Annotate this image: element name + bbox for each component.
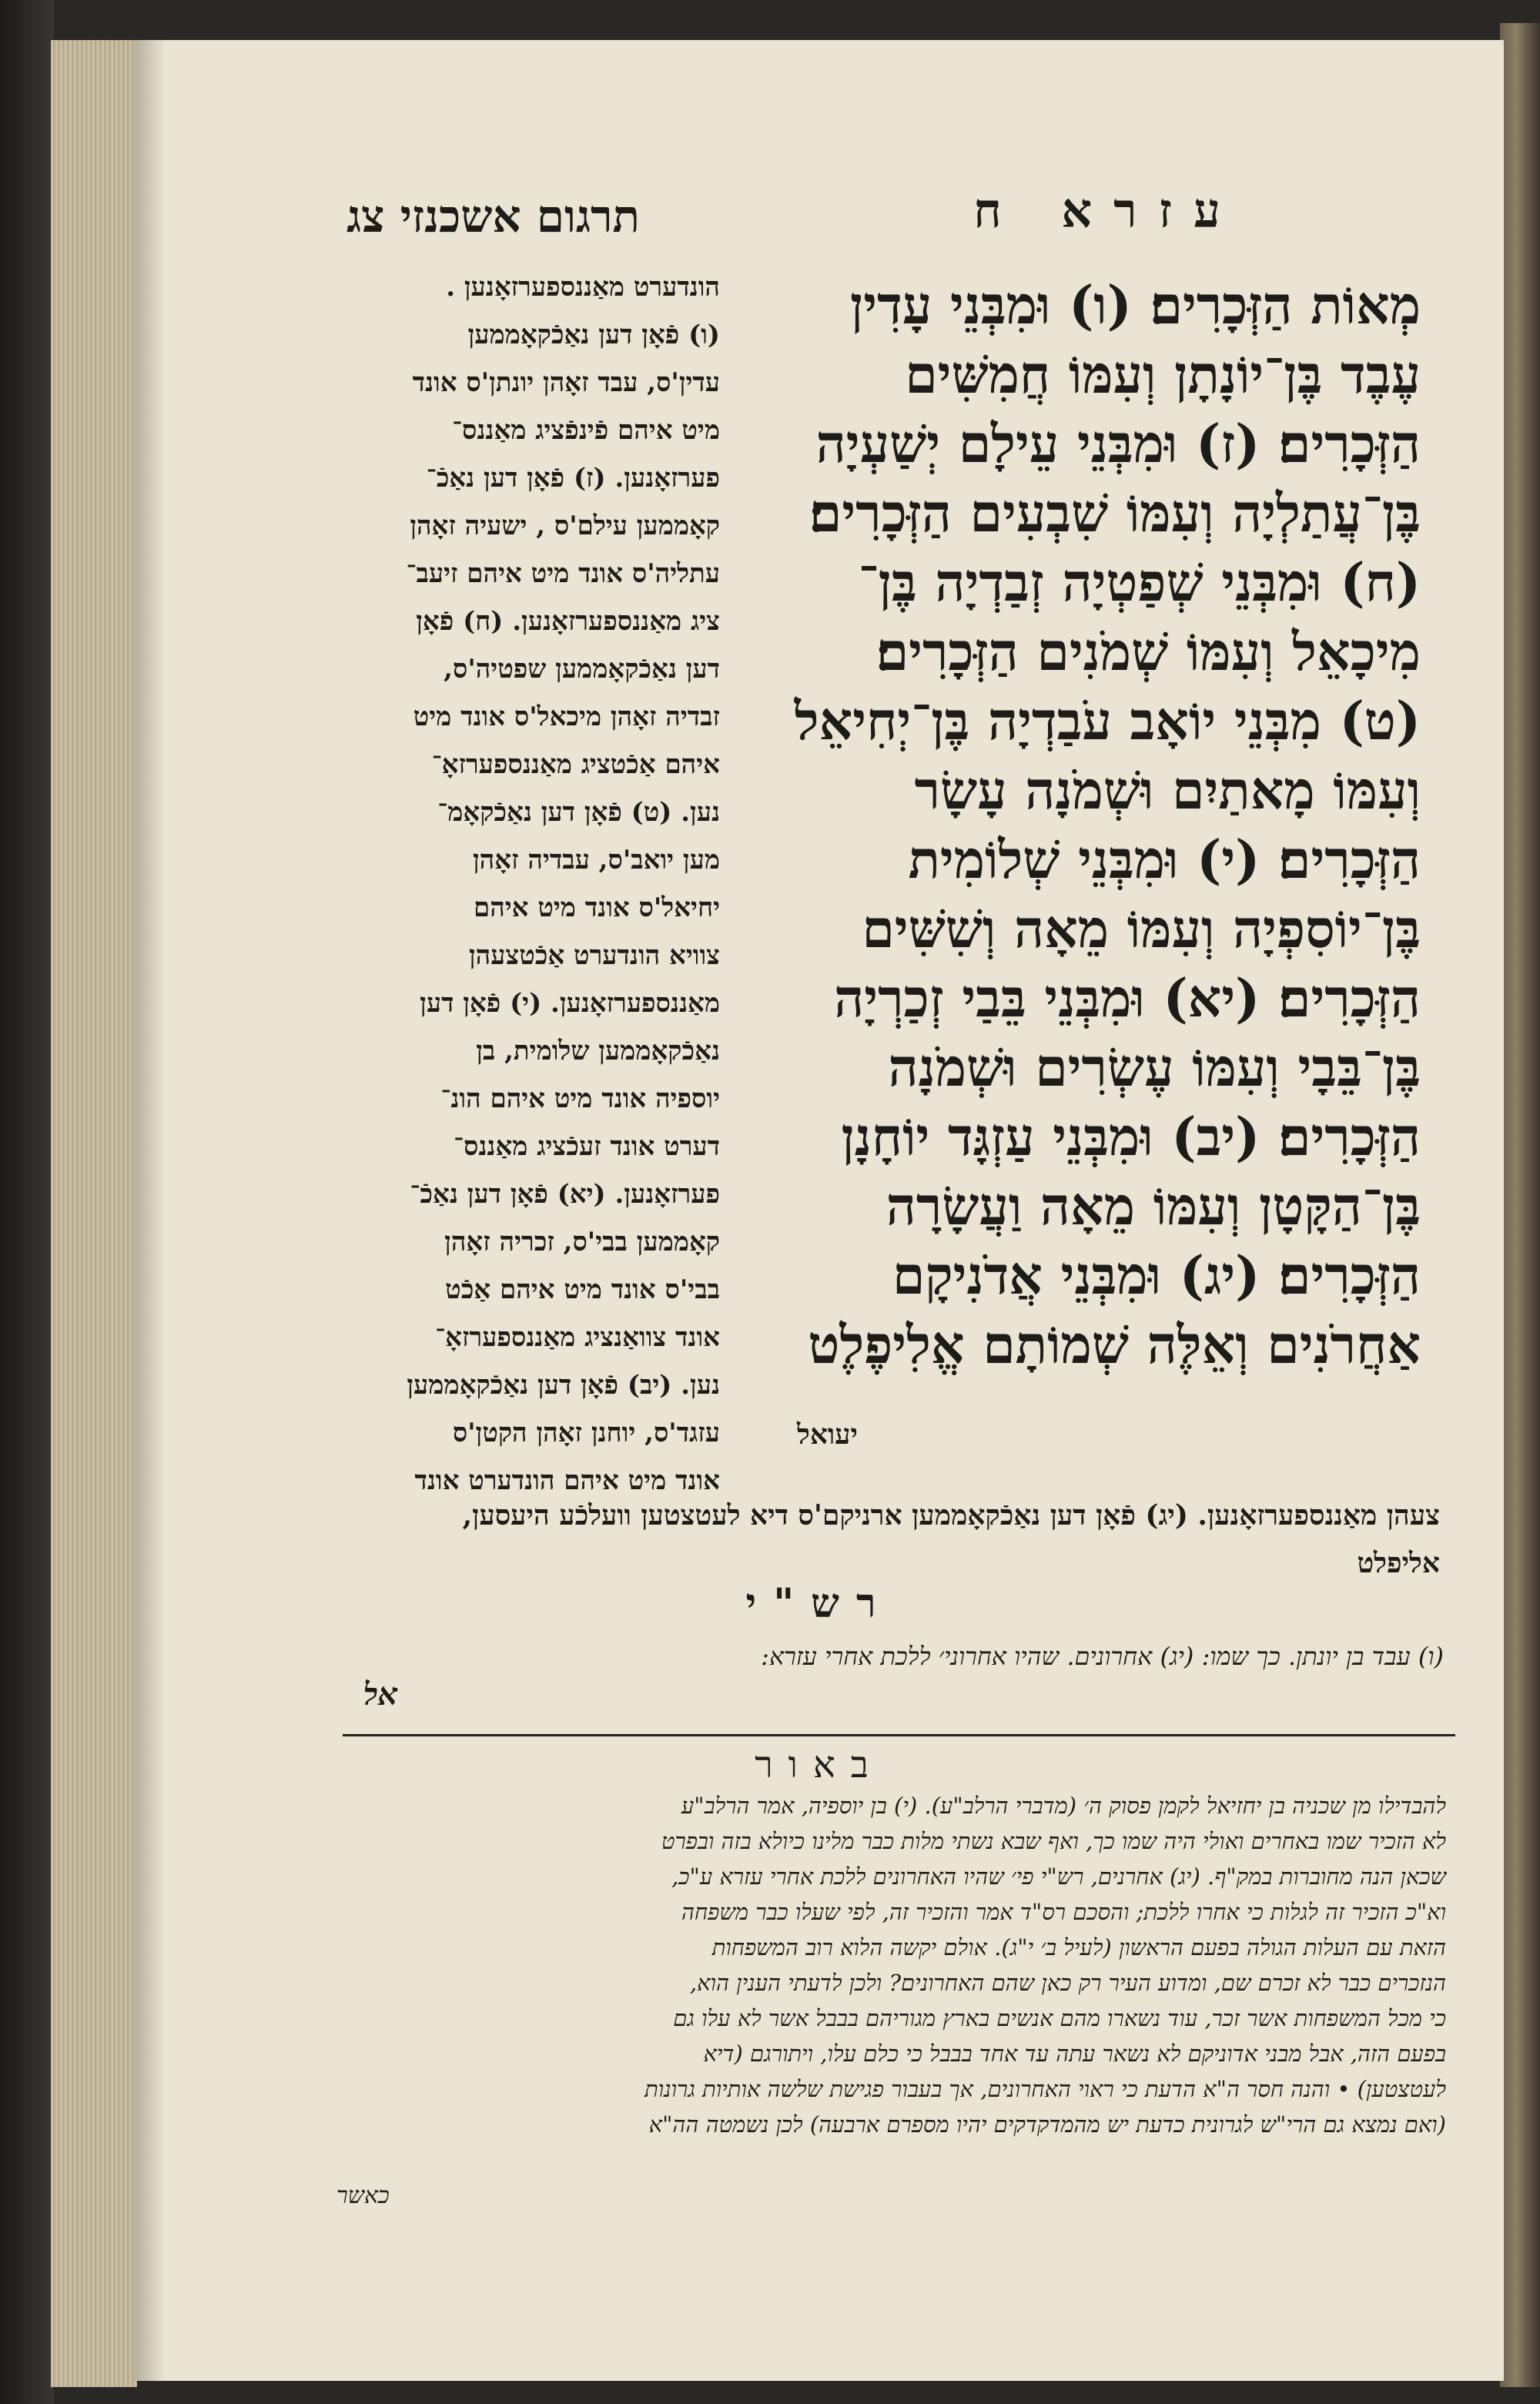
main-line: (ט) מִבְּנֵי יוֹאָב עֹבַדְיָה בֶּן־יְחִיאֵל bbox=[794, 691, 1421, 752]
translation-line: צעהן מאַננספערזאָנען. (יג) פֿאָן דען נאַכֿקאָממען ארניקם'ס דיא לעטצטען וועלכֿע היעסען, bbox=[462, 1499, 1440, 1532]
translation-line: איהם אַכֿטציג מאַננספערזאָ־ bbox=[431, 749, 720, 780]
rashi-line: (ו) עבד בן יונתן. כך שמו: (יג) אחרונים. שהיו אחרוני׳ ללכת אחרי עזרא: bbox=[761, 1642, 1444, 1671]
main-line: הַזְּכָרִים׃ (י) וּמִבְּנֵי שְׁלוֹמִית bbox=[908, 829, 1421, 891]
main-line: הַזְּכָרִים׃ (ז) וּמִבְּנֵי עֵילָם יְשַׁעְיָה bbox=[815, 414, 1421, 475]
translation-line: מאַננספערזאָנען. (י) פֿאָן דען bbox=[420, 988, 720, 1019]
book-cover-edge bbox=[1500, 23, 1540, 2387]
header-translation-title: תרגום אשכנזי צג bbox=[346, 190, 640, 243]
translation-continuation bbox=[331, 1492, 1440, 1587]
main-line: בֶּן־בֵּבָי וְעִמּוֹ עֶשְׂרִים וּשְׁמֹנָה bbox=[888, 1037, 1421, 1099]
translation-line: יוספיה אונד מיט איהם הונ־ bbox=[440, 1083, 720, 1114]
beur-catchword: כאשר bbox=[336, 2182, 390, 2209]
main-line: וְעִמּוֹ מָאתַיִם וּשְׁמֹנָה עָשָׂר bbox=[914, 760, 1421, 822]
beur-line: וא"כ הזכיר זה לגלות כי אחרו ללכת; והסכם רס"ד אמר והזכיר זה, לפי שעלו כבר משפחה bbox=[681, 1899, 1446, 1925]
beur-line: לעטצטען) • והנה חסר ה"א הדעת כי ראוי האחרונים, אך בעבור פגישת שלשה אותיות גרונות bbox=[644, 2076, 1446, 2102]
translation-line: פערזאָנען. (ז) פֿאָן דען נאַכֿ־ bbox=[426, 463, 720, 494]
translation-line: מען יואב'ס, עבדיה זאָהן bbox=[473, 845, 720, 876]
beur-line: (ואם נמצא גם הרי"ש לגרונית כדעת יש מהמדקדקים יהיו מספרם ארבעה) לכן נשמטה הה"א bbox=[648, 2111, 1446, 2138]
rashi-heading: רש"י bbox=[745, 1580, 893, 1627]
beur-line: להבדילו מן שכניה בן יחזיאל לקמן פסוק ה׳ (מדברי הרלב"ע). (י) בן יוספיה, אמר הרלב"ע bbox=[681, 1793, 1446, 1819]
translation-line: יחיאל'ס אונד מיט איהם bbox=[473, 892, 720, 923]
gutter-shadow bbox=[135, 40, 166, 2381]
translation-line: הונדערט מאַננספערזאָנען . bbox=[446, 272, 720, 303]
beur-line: הנזכרים כבר לא זכרם שם, ומדוע העיר רק כאן שהם האחרונים? ולכן לדעתי הענין הוא, bbox=[689, 1970, 1446, 1996]
main-line: בֶּן־עֲתַלְיָה וְעִמּוֹ שִׁבְעִים הַזְּכָרִים׃ bbox=[808, 483, 1421, 544]
translation-line: נען. (יב) פֿאָן דען נאַכֿקאָממען bbox=[407, 1370, 720, 1401]
book-page bbox=[135, 40, 1504, 2381]
beur-line: שכאן הנה מחוברות במק"ף. (יג) אחרנים, רש"י פי׳ שהיו האחרונים ללכת אחרי עזרא ע"כ, bbox=[671, 1863, 1446, 1890]
main-line: הַזְּכָרִים׃ (יג) וּמִבְּנֵי אֲדֹנִיקָם bbox=[892, 1245, 1421, 1307]
translation-line: מיט איהם פֿינפֿציג מאַננס־ bbox=[451, 415, 720, 446]
translation-line: אונד צוואַנציג מאַננספערזאָ־ bbox=[435, 1322, 720, 1353]
translation-column bbox=[343, 263, 720, 1505]
book-spine bbox=[0, 0, 54, 2404]
translation-line: קאָממען בבי'ס, זכריה זאָהן bbox=[444, 1227, 720, 1257]
main-line: (ח) וּמִבְּנֵי שְׁפַטְיָה זְבַדְיָה בֶּן־ bbox=[858, 552, 1421, 614]
translation-line: נאַכֿקאָממען שלומית, בן bbox=[476, 1036, 720, 1066]
main-line: עֶבֶד בֶּן־יוֹנָתָן וְעִמּוֹ חֲמִשִּׁים bbox=[905, 344, 1421, 406]
translation-line: זבדיה זאָהן מיכאל'ס אונד מיט bbox=[413, 701, 720, 732]
main-line: מִיכָאֵל וְעִמּוֹ שְׁמֹנִים הַזְּכָרִים׃ bbox=[875, 621, 1421, 683]
main-line: מְאוֹת הַזְּכָרִים׃ (ו) וּמִבְּנֵי עָדִין bbox=[849, 275, 1421, 336]
beur-line: בפעם הזה, אבל מבני אדוניקם לא נשאר עתה עד אחד בבבל כי כלם עלו, ויתורגם (דיא bbox=[703, 2041, 1446, 2067]
translation-line: עדין'ס, עבד זאָהן יונתן'ס אונד bbox=[412, 367, 720, 398]
translation-line: עזגד'ס, יוחנן זאָהן הקטן'ס bbox=[452, 1418, 720, 1448]
main-line: בֶּן־הַקָּטָן וְעִמּוֹ מֵאָה וַעֲשָׂרָה bbox=[886, 1176, 1421, 1237]
translation-line: פערזאָנען. (יא) פֿאָן דען נאַכֿ־ bbox=[410, 1179, 720, 1210]
beur-line: לא הזכיר שמו באחרים ואולי היה שמו כך, ואף שבא נשתי מלות כבר מלינו כיולא בזה ובפרט bbox=[661, 1828, 1446, 1854]
beur-commentary bbox=[333, 1788, 1446, 2142]
page-edges bbox=[51, 40, 137, 2387]
translation-line: דערט אונד זעכֿציג מאַננס־ bbox=[453, 1131, 720, 1162]
translation-line: אליפלט bbox=[1357, 1547, 1440, 1579]
translation-line: עתליה'ס אונד מיט איהם זיעב־ bbox=[406, 558, 720, 589]
translation-line: קאָממען עילם'ס , ישעיה זאָהן bbox=[410, 511, 720, 541]
rashi-commentary bbox=[474, 1638, 1444, 1675]
translation-line: צוויא הונדערט אַכֿטצעהן bbox=[468, 940, 720, 971]
main-hebrew-text bbox=[751, 271, 1421, 1380]
main-line: בֶּן־יוֹסִפְיָה וְעִמּוֹ מֵאָה וְשִׁשִּׁים bbox=[862, 899, 1421, 960]
translation-line: ציג מאַננספערזאָנען. (ח) פֿאָן bbox=[416, 606, 720, 637]
translation-line: נען. (ט) פֿאָן דען נאַכֿקאָמ־ bbox=[437, 797, 720, 828]
beur-line: כי מכל המשפחות אשר זכר, עוד נשארו מהם אנשים בארץ מגוריהם בבבל אשר לא עלו גם bbox=[673, 2005, 1446, 2031]
beur-line: הזאת עם העלות הגולה בפעם הראשון (לעיל ב׳ י"ג). אולם יקשה הלוא רוב המשפחות bbox=[711, 1934, 1446, 1960]
translation-line: (ו) פֿאָן דען נאַכֿקאָממען bbox=[467, 320, 720, 350]
main-line: הַזְּכָרִים׃ (יב) וּמִבְּנֵי עַזְגָּד יוֹחָנָן bbox=[841, 1107, 1421, 1168]
header-book-title: עזרא ח bbox=[973, 182, 1242, 239]
beur-heading: באור bbox=[755, 1743, 884, 1786]
main-catchword: יעואל bbox=[797, 1418, 858, 1451]
section-divider bbox=[343, 1734, 1455, 1736]
translation-line: בבי'ס אונד מיט איהם אַכֿט bbox=[445, 1274, 720, 1305]
translation-line: אונד מיט איהם הונדערט אונד bbox=[414, 1465, 720, 1496]
main-line: הַזְּכָרִים׃ (יא) וּמִבְּנֵי בֵּבַי זְכַרְיָה bbox=[834, 968, 1421, 1030]
translation-line: דען נאַכֿקאָממען שפטיה'ס, bbox=[444, 654, 720, 685]
main-line: אַחֲרֹנִים וְאֵלֶּה שְׁמוֹתָם אֱלִיפֶלֶט bbox=[808, 1314, 1421, 1376]
rashi-catchword: אל bbox=[363, 1676, 398, 1713]
